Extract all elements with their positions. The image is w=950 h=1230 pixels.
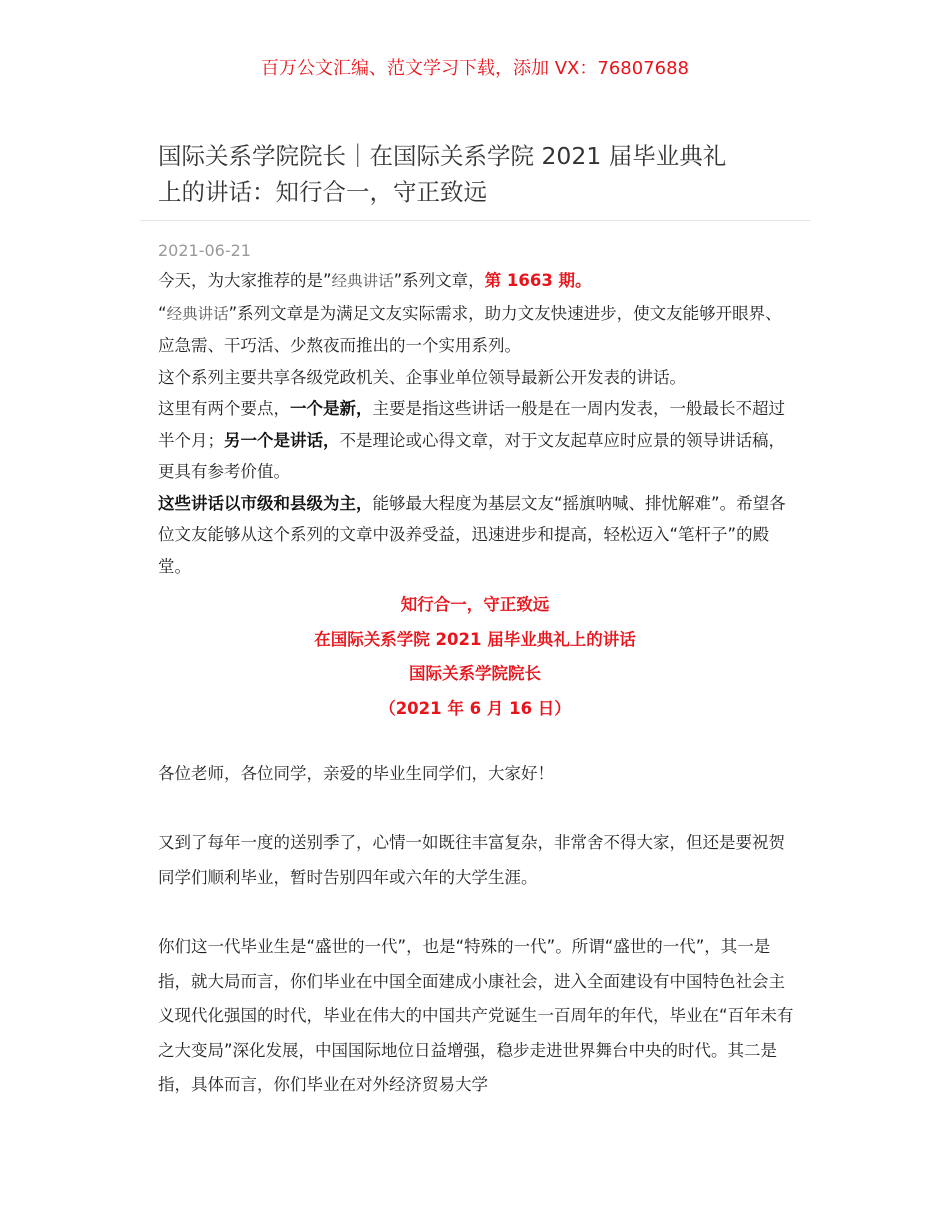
intro-paragraph-5 (158, 488, 798, 583)
intro-paragraph-1 (158, 265, 798, 298)
intro-p4-bold-2: 另一个是讲话， (224, 430, 340, 450)
intro-p1-text-a: 今天，为大家推荐的是” (158, 271, 332, 290)
title-line-1: 国际关系学院院长｜在国际关系学院 2021 届毕业典礼 (158, 142, 727, 170)
speech-paragraph-1: 又到了每年一度的送别季了，心情一如既往丰富复杂，非常舍不得大家，但还是要祝贺同学们顺利毕业，暂时告别四年或六年的大学生涯。 (158, 833, 785, 887)
intro-paragraph-2 (158, 298, 798, 362)
speech-headline: 知行合一，守正致远 (400, 595, 550, 614)
speech-date: （2021 年 6 月 16 日） (379, 698, 571, 718)
intro-p1-text-b: ”系列文章， (393, 271, 485, 290)
title-line-2: 上的讲话：知行合一，守正致远 (158, 178, 487, 206)
intro-p4-text-c: 不是理论或心得文章，对于文友起草应时应景的领导讲话稿，更具有参考价值。 (158, 430, 785, 481)
speech-greeting: 各位老师，各位同学，亲爱的毕业生同学们，大家好！ (158, 764, 554, 783)
speech-subtitle: 在国际关系学院 2021 届毕业典礼上的讲话 (314, 629, 636, 649)
speech-speaker: 国际关系学院院长 (409, 664, 541, 683)
publish-date: 2021-06-21 (158, 241, 251, 260)
series-name: 经典讲话 (166, 304, 229, 323)
intro-p4-text-b: 主要是指这些讲话一般是在一周内发表，一般最长不超过半个月； (158, 399, 785, 450)
intro-p4-bold-1: 一个是新， (290, 399, 373, 418)
series-name: 经典讲话 (331, 272, 394, 290)
speech-heading (158, 588, 792, 726)
promo-banner: 百万公文汇编、范文学习下载，添加 VX：76807688 (261, 58, 689, 79)
intro-p4-text-a: 这里有两个要点， (158, 399, 290, 418)
intro-p2-text-a: “ (158, 303, 167, 323)
intro-paragraph-3: 这个系列主要共享各级党政机关、企事业单位领导最新公开发表的讲话。 (158, 367, 686, 387)
intro-p5-text: 能够最大程度为基层文友“摇旗呐喊、排忧解难”。希望各位文友能够从这个系列的文章中汲养受益，迅速进步和提高，轻松迈入“笔杆子”的殿堂。 (158, 493, 786, 576)
title-divider (140, 220, 810, 221)
intro-p2-text-b: ”系列文章是为满足文友实际需求，助力文友快速进步，使文友能够开眼界、应急需、干巧活、少熬夜而推出的一个实用系列。 (158, 303, 782, 355)
intro-section (158, 265, 798, 582)
issue-number: 第 1663 期。 (484, 271, 592, 290)
intro-paragraph-4 (158, 393, 798, 488)
intro-p5-bold: 这些讲话以市级和县级为主， (158, 493, 373, 513)
speech-paragraph-2: 你们这一代毕业生是“盛世的一代”，也是“特殊的一代”。所谓“盛世的一代”，其一是指，就大局而言，你们毕业在中国全面建成小康社会，进入全面建设有中国特色社会主义现代化强国的时代，毕业在伟大的中国共产党诞生一百周年的年代，毕业在“百年未有之大变局”深化发展，中国国际地位日益增强，稳步走进世界舞台中央的时代。其二是指，具体而言，你们毕业在对外经济贸易大学 (158, 937, 794, 1094)
article-title (158, 138, 798, 210)
